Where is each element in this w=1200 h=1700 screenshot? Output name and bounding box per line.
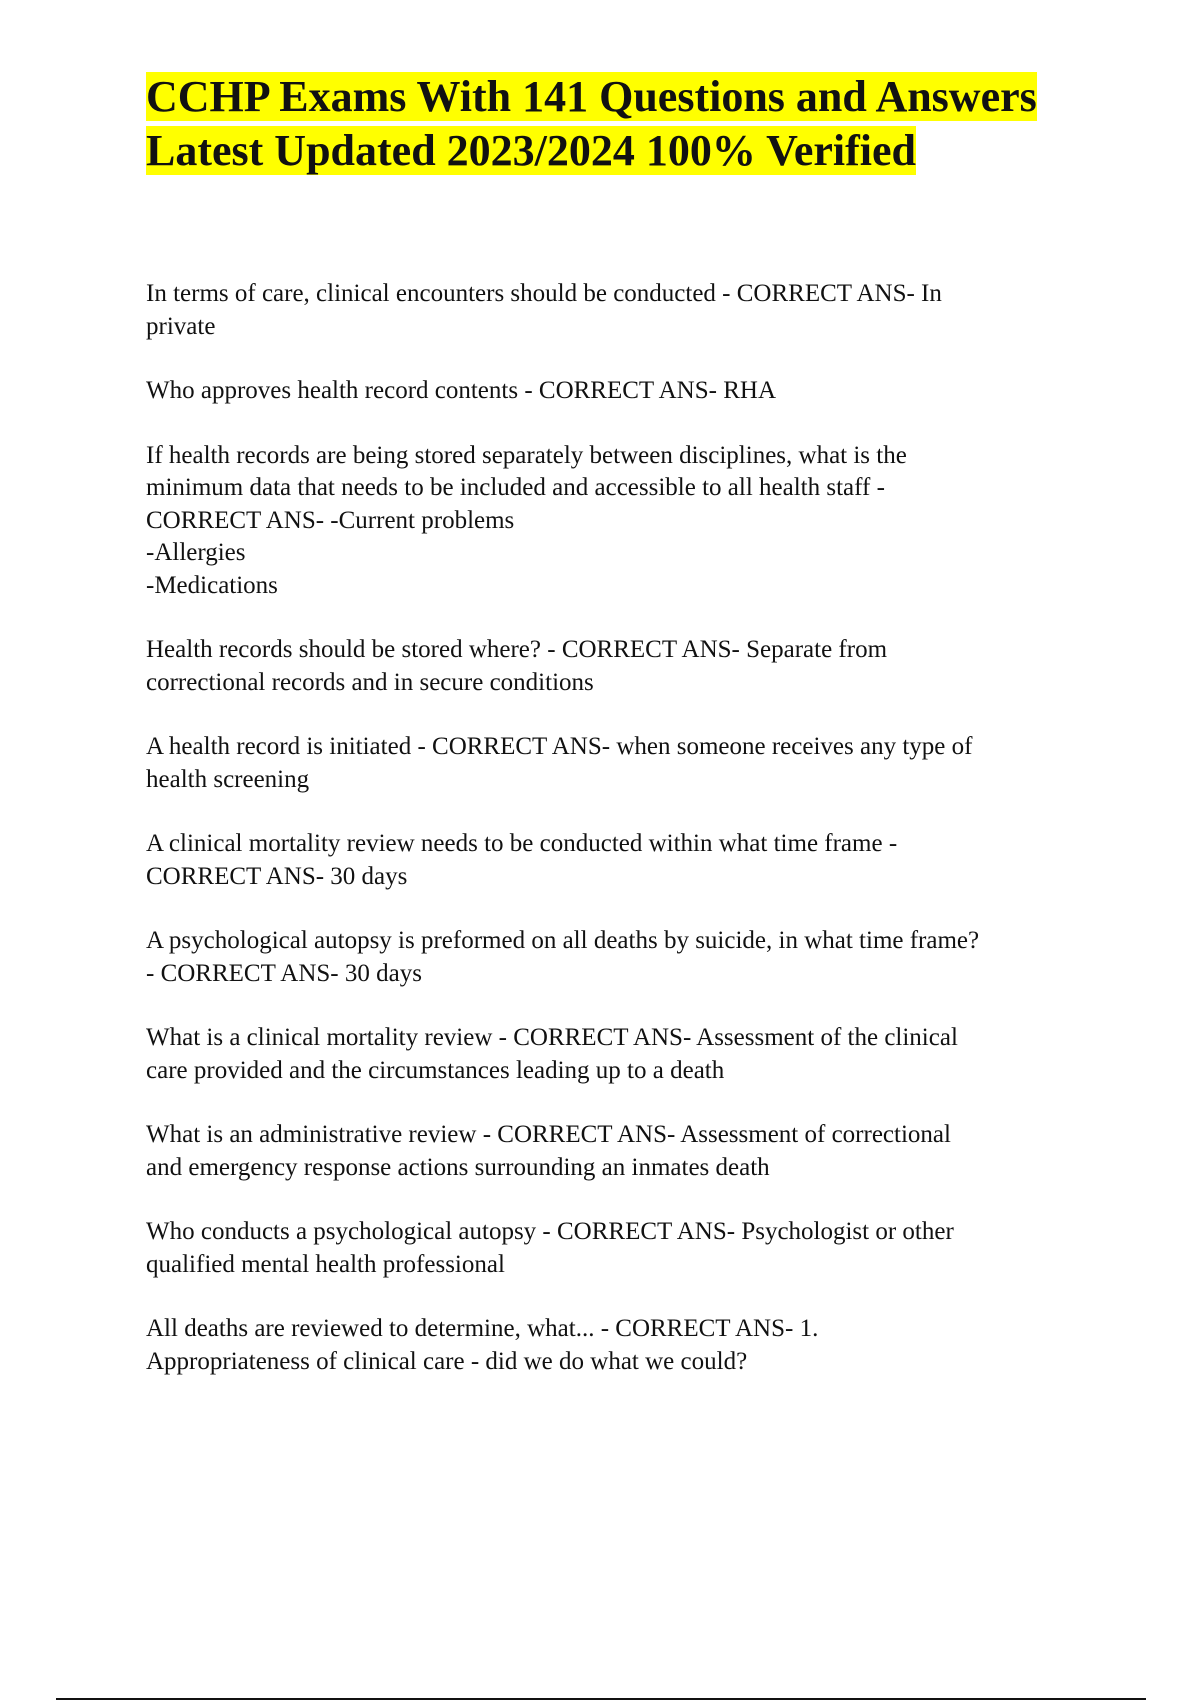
qa-item: Who approves health record contents - CORRECT ANS- RHA xyxy=(146,377,776,404)
qa-item: All deaths are reviewed to determine, what... - CORRECT ANS- 1. Appropriateness of clinical care - did we do what we could? xyxy=(146,1315,819,1375)
qa-item: A psychological autopsy is preformed on all deaths by suicide, in what time frame? - CORRECT ANS- 30 days xyxy=(146,927,980,987)
document-page xyxy=(146,70,1136,1410)
qa-item: Health records should be stored where? - CORRECT ANS- Separate from correctional records and in secure conditions xyxy=(146,636,888,696)
qa-item: What is a clinical mortality review - CORRECT ANS- Assessment of the clinical care provided and the circumstances leading up to a death xyxy=(146,1024,958,1084)
qa-item: A clinical mortality review needs to be conducted within what time frame - CORRECT ANS- 30 days xyxy=(146,830,898,890)
document-title xyxy=(146,70,1136,178)
title-line-1: CCHP Exams With 141 Questions and Answers xyxy=(146,72,1037,121)
qa-item: Who conducts a psychological autopsy - CORRECT ANS- Psychologist or other qualified mental health professional xyxy=(146,1218,954,1278)
qa-item: A health record is initiated - CORRECT ANS- when someone receives any type of health screening xyxy=(146,733,973,793)
qa-list xyxy=(146,278,1136,1378)
qa-item: What is an administrative review - CORRECT ANS- Assessment of correctional and emergency response actions surrounding an inmates death xyxy=(146,1121,951,1181)
qa-item: In terms of care, clinical encounters should be conducted - CORRECT ANS- In private xyxy=(146,280,942,340)
qa-item: If health records are being stored separately between disciplines, what is the minimum data that needs to be included and accessible to all health staff - CORRECT ANS- -Current problems -Allergies -Medications xyxy=(146,441,907,599)
title-line-2: Latest Updated 2023/2024 100% Verified xyxy=(146,126,916,175)
